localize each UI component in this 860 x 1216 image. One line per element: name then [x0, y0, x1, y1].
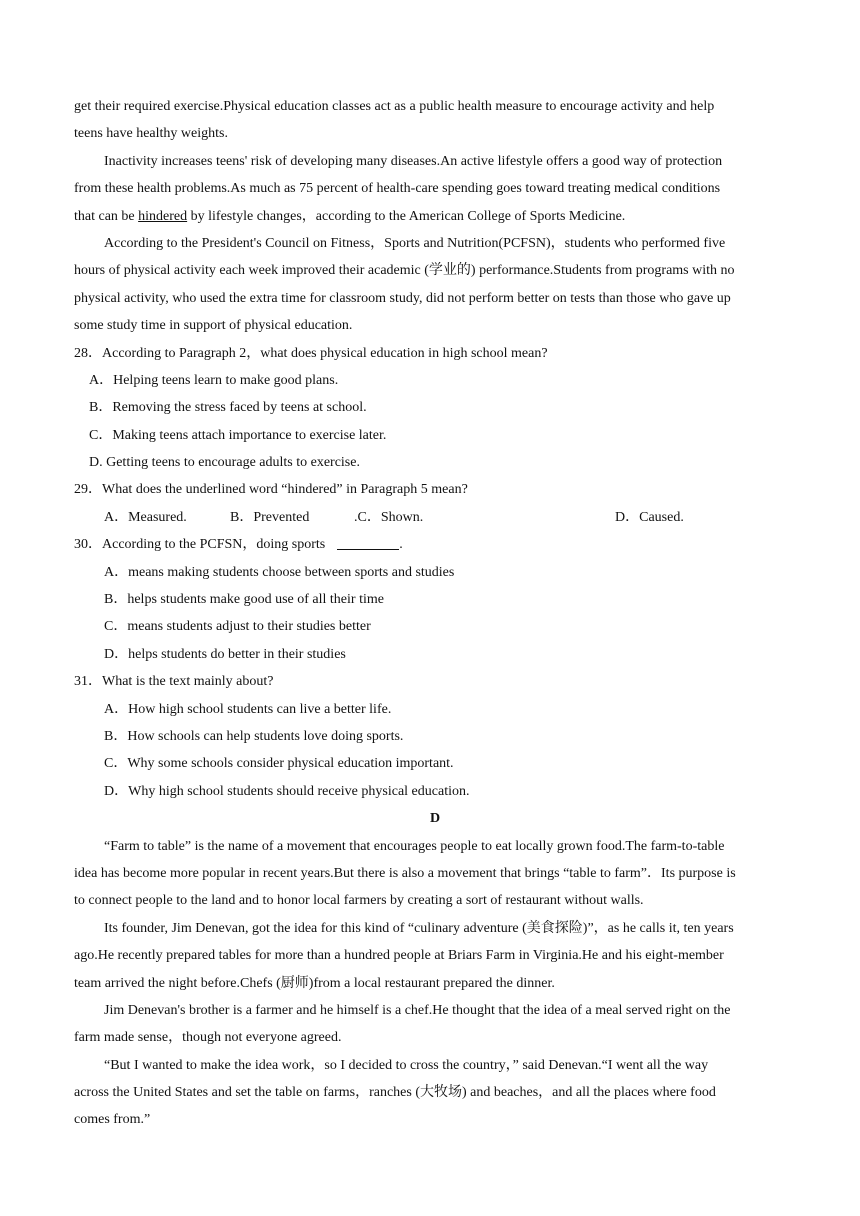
- paragraph-line: teens have healthy weights.: [74, 126, 228, 142]
- answer-option: B．How schools can help students love doing sports.: [104, 728, 404, 744]
- answer-blank: [337, 535, 399, 550]
- paragraph-line: [74, 203, 796, 230]
- answer-option: A．Measured.: [104, 509, 187, 525]
- document-body: [74, 93, 796, 1134]
- paragraph-line: “But I wanted to make the idea work，so I decided to cross the country，” said Denevan.“I went all the way: [104, 1057, 709, 1073]
- paragraph-line: physical activity, who used the extra time for classroom study, did not perform better on tests than those who gave up: [74, 290, 731, 306]
- paragraph-line: team arrived the night before.Chefs (厨师)from a local restaurant prepared the dinner.: [74, 975, 555, 991]
- paragraph-line: get their required exercise.Physical education classes act as a public health measure to encourage activity and help: [74, 99, 715, 114]
- paragraph-line: some study time in support of physical education.: [74, 318, 353, 334]
- question-stem: [74, 531, 796, 558]
- answer-option: B．Prevented: [230, 509, 310, 525]
- text-span: 30．According to the PCFSN，doing sports: [74, 537, 326, 553]
- paragraph-line: across the United States and set the table on farms，ranches (大牧场) and beaches，and all the places where food: [74, 1085, 716, 1101]
- paragraph-line: to connect people to the land and to honor local farmers by creating a sort of restaurant without walls.: [74, 893, 644, 909]
- paragraph-line: Its founder, Jim Denevan, got the idea for this kind of “culinary adventure (美食探险)”，as he calls it, ten years: [104, 920, 734, 936]
- text-span: by lifestyle changes，according to the American College of Sports Medicine.: [187, 208, 626, 224]
- answer-option: A．How high school students can live a better life.: [104, 701, 392, 717]
- answer-option: C．means students adjust to their studies better: [104, 619, 371, 635]
- text-span: that can be: [74, 208, 139, 224]
- question-stem: 28．According to Paragraph 2，what does physical education in high school mean?: [74, 345, 548, 361]
- paragraph-line: “Farm to table” is the name of a movement that encourages people to eat locally grown food.The farm-to-table: [104, 838, 725, 854]
- paragraph-line: from these health problems.As much as 75 percent of health-care spending goes toward treating medical conditions: [74, 181, 721, 197]
- answer-option: D．Why high school students should receive physical education.: [104, 783, 470, 799]
- section-heading: D: [429, 811, 441, 827]
- answer-option: A．Helping teens learn to make good plans.: [89, 372, 339, 388]
- paragraph-line: ago.He recently prepared tables for more than a hundred people at Briars Farm in Virginia.He and his eight-member: [74, 948, 724, 964]
- answer-option: B．Removing the stress faced by teens at school.: [89, 400, 367, 416]
- question-stem: 31．What is the text mainly about?: [74, 674, 274, 690]
- paragraph-line: According to the President's Council on Fitness，Sports and Nutrition(PCFSN)，students who performed five: [104, 235, 726, 251]
- answer-option: B．helps students make good use of all their time: [104, 592, 384, 608]
- text-span: .: [399, 537, 403, 553]
- question-stem: 29．What does the underlined word “hindered” in Paragraph 5 mean?: [74, 482, 468, 498]
- answer-option: D．helps students do better in their studies: [104, 646, 346, 662]
- paragraph-line: comes from.”: [74, 1112, 151, 1128]
- underlined-word: hindered: [138, 208, 188, 224]
- answer-option: C．Making teens attach importance to exercise later.: [89, 427, 387, 443]
- paragraph-line: Inactivity increases teens' risk of developing many diseases.An active lifestyle offers a good way of protection: [104, 153, 723, 169]
- paragraph-line: farm made sense，though not everyone agreed.: [74, 1030, 342, 1046]
- answer-option: C．Why some schools consider physical education important.: [104, 756, 454, 772]
- answer-option: D．Caused.: [615, 509, 684, 525]
- answer-option: D. Getting teens to encourage adults to exercise.: [89, 455, 360, 471]
- answer-option: A．means making students choose between sports and studies: [104, 564, 455, 580]
- paragraph-line: Jim Denevan's brother is a farmer and he himself is a chef.He thought that the idea of a meal served right on the: [104, 1002, 731, 1018]
- paragraph-line: hours of physical activity each week improved their academic (学业的) performance.Students from programs with no: [74, 263, 735, 279]
- answer-option: .C．Shown.: [354, 509, 424, 525]
- paragraph-line: idea has become more popular in recent years.But there is also a movement that brings “table to farm”．Its purpose is: [74, 865, 736, 881]
- answer-options-row: [74, 504, 796, 531]
